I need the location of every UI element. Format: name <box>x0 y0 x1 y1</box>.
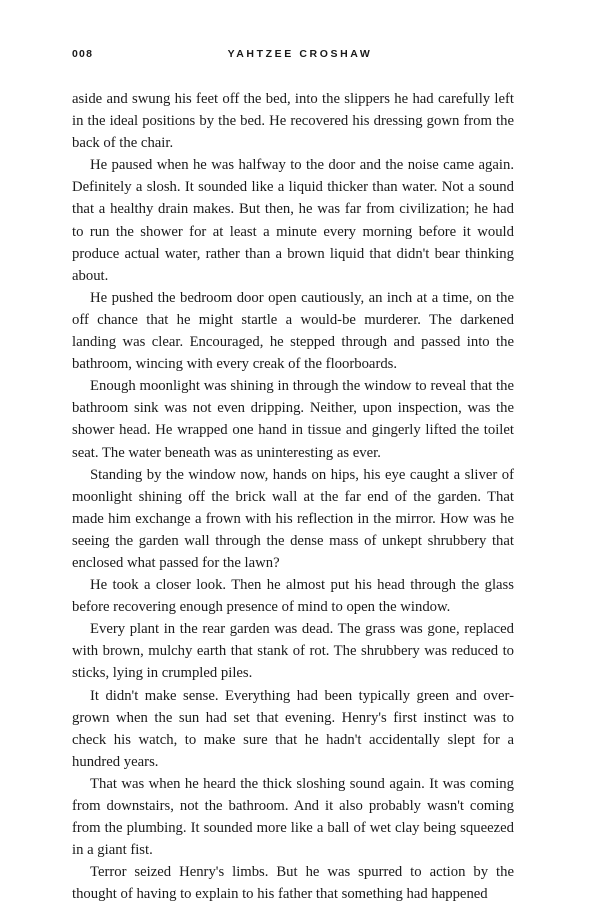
paragraph: He paused when he was halfway to the door and the noise came again. Definitely a slosh. It sounded like a liquid thicker than water. Not a sound that a healthy drain makes. But then, he was far from civilization; he had to run the shower for at least a minute every morning before it would produce actual water, rather than a brown liquid that didn't bear thinking about. <box>72 157 514 284</box>
page-number: 008 <box>72 48 94 60</box>
paragraph: He took a closer look. Then he almost put his head through the glass before recovering enough presence of mind to open the window. <box>72 577 514 616</box>
running-head-title: YAHTZEE CROSHAW <box>227 48 373 60</box>
paragraph: He pushed the bedroom door open cautiously, an inch at a time, on the off chance that he might startle a would-be murderer. The darkened landing was clear. Encouraged, he stepped through and passed into the bathroom, wincing with every creak of the floorboards. <box>72 289 514 373</box>
running-head <box>72 48 528 64</box>
paragraph: That was when he heard the thick sloshing sound again. It was coming from downstairs, not the bathroom. And it also probably wasn't coming from the plumbing. It sounded more like a ball of wet clay being squeezed in a giant fist. <box>72 775 514 859</box>
paragraph: Enough moonlight was shining in through the window to reveal that the bathroom sink was not even dripping. Neither, upon inspection, was the shower head. He wrapped one hand in tissue and gingerly lifted the toilet seat. The water beneath was as uninteresting as ever. <box>72 378 514 461</box>
paragraph: aside and swung his feet off the bed, into the slippers he had carefully left in the ideal positions by the bed. He recovered his dressing gown from the back of the chair. <box>72 91 514 152</box>
paragraph: Every plant in the rear garden was dead. The grass was gone, replaced with brown, mulchy earth that stank of rot. The shrubbery was reduced to sticks, lying in crumpled piles. <box>72 621 514 682</box>
paragraph: Terror seized Henry's limbs. But he was spurred to action by the thought of having to explain to his father that something had happened <box>72 864 514 903</box>
body-text <box>72 88 514 905</box>
paragraph: It didn't make sense. Everything had been typically green and over-grown when the sun had set that evening. Henry's first instinct was to check his watch, to make sure that he hadn't accidentally slept for a hundred years. <box>72 687 514 770</box>
paragraph: Standing by the window now, hands on hips, his eye caught a sliver of moonlight shining off the brick wall at the far end of the garden. That made him exchange a frown with his reflection in the mirror. How was he seeing the garden wall through the dense mass of unkept shrubbery that enclosed what passed for the lawn? <box>72 466 514 571</box>
